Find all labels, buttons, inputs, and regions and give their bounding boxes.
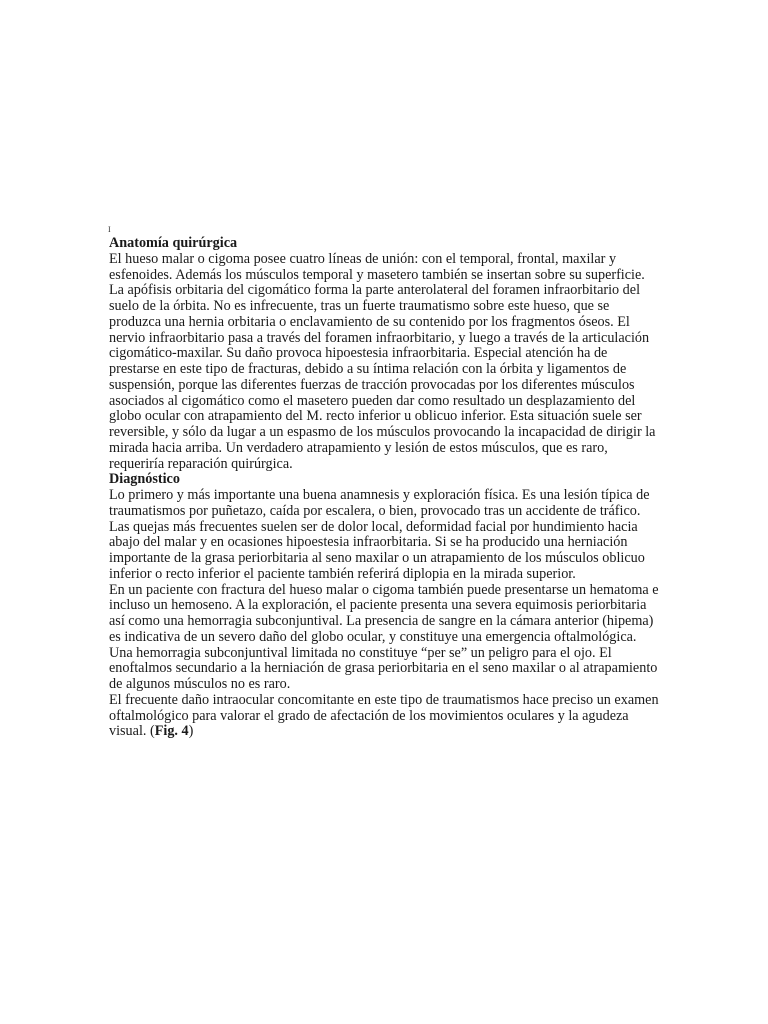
paragraph-diagnostico-3 <box>109 693 661 740</box>
document-body <box>109 236 661 740</box>
section-heading-diagnostico: Diagnóstico <box>109 471 180 488</box>
stray-mark: I <box>108 225 111 234</box>
paragraph-anatomia: El hueso malar o cigoma posee cuatro líneas de unión: con el temporal, frontal, maxilar y esfenoides. Además los músculos temporal y masetero también se insertan sobre su superficie. La apófisis orbitaria del cigomático forma la parte anterolateral del foramen infraorbitario del suelo de la órbita. No es infrecuente, tras un fuerte traumatismo sobre este hueso, que se produzca una hernia orbitaria o enclavamiento de su contenido por los fragmentos óseos. El nervio infraorbitario pasa a través del foramen infraorbitario, y luego a través de la articulación cigomático-maxilar. Su daño provoca hipoestesia infraorbitaria. Especial atención ha de prestarse en este tipo de fracturas, debido a su íntima relación con la órbita y ligamentos de suspensión, porque las diferentes fuerzas de tracción provocadas por los diferentes músculos asociados al cigomático como el masetero pueden dar como resultado un desplazamiento del globo ocular con atrapamiento del M. recto inferior u oblicuo inferior. Esta situación suele ser reversible, y sólo da lugar a un espasmo de los músculos provocando la incapacidad de dirigir la mirada hacia arriba. Un verdadero atrapamiento y lesión de estos músculos, que es raro, requeriría reparación quirúrgica. <box>109 250 656 472</box>
closing-text: El frecuente daño intraocular concomitante en este tipo de traumatismos hace preciso un examen oftalmológico para valorar el grado de afectación de los movimientos oculares y la agudeza visual. ( <box>109 691 659 740</box>
paragraph-diagnostico-1: Lo primero y más importante una buena anamnesis y exploración física. Es una lesión típica de traumatismos por puñetazo, caída por escalera, o bien, provocado tras un accidente de tráfico. Las quejas más frecuentes suelen ser de dolor local, deformidad facial por hundimiento hacia abajo del malar y en ocasiones hipoestesia infraorbitaria. Si se ha producido una herniación importante de la grasa periorbitaria al seno maxilar o un atrapamiento de los músculos oblicuo inferior o recto inferior el paciente también referirá diplopia en la mirada superior. <box>109 487 650 582</box>
paragraph-diagnostico-2: En un paciente con fractura del hueso malar o cigoma también puede presentarse un hematoma e incluso un hemoseno. A la exploración, el paciente presenta una severa equimosis periorbitaria así como una hemorragia subconjuntival. La presencia de sangre en la cámara anterior (hipema) es indicativa de un severo daño del globo ocular, y constituye una emergencia oftalmológica. Una hemorragia subconjuntival limitada no constituye “per se” un peligro para el ojo. El enoftalmos secundario a la herniación de grasa periorbitaria en el seno maxilar o al atrapamiento de algunos músculos no es raro. <box>109 581 659 692</box>
figure-reference: Fig. 4 <box>154 723 189 740</box>
section-heading-anatomia: Anatomía quirúrgica <box>109 235 238 251</box>
closing-paren: ) <box>188 723 194 740</box>
